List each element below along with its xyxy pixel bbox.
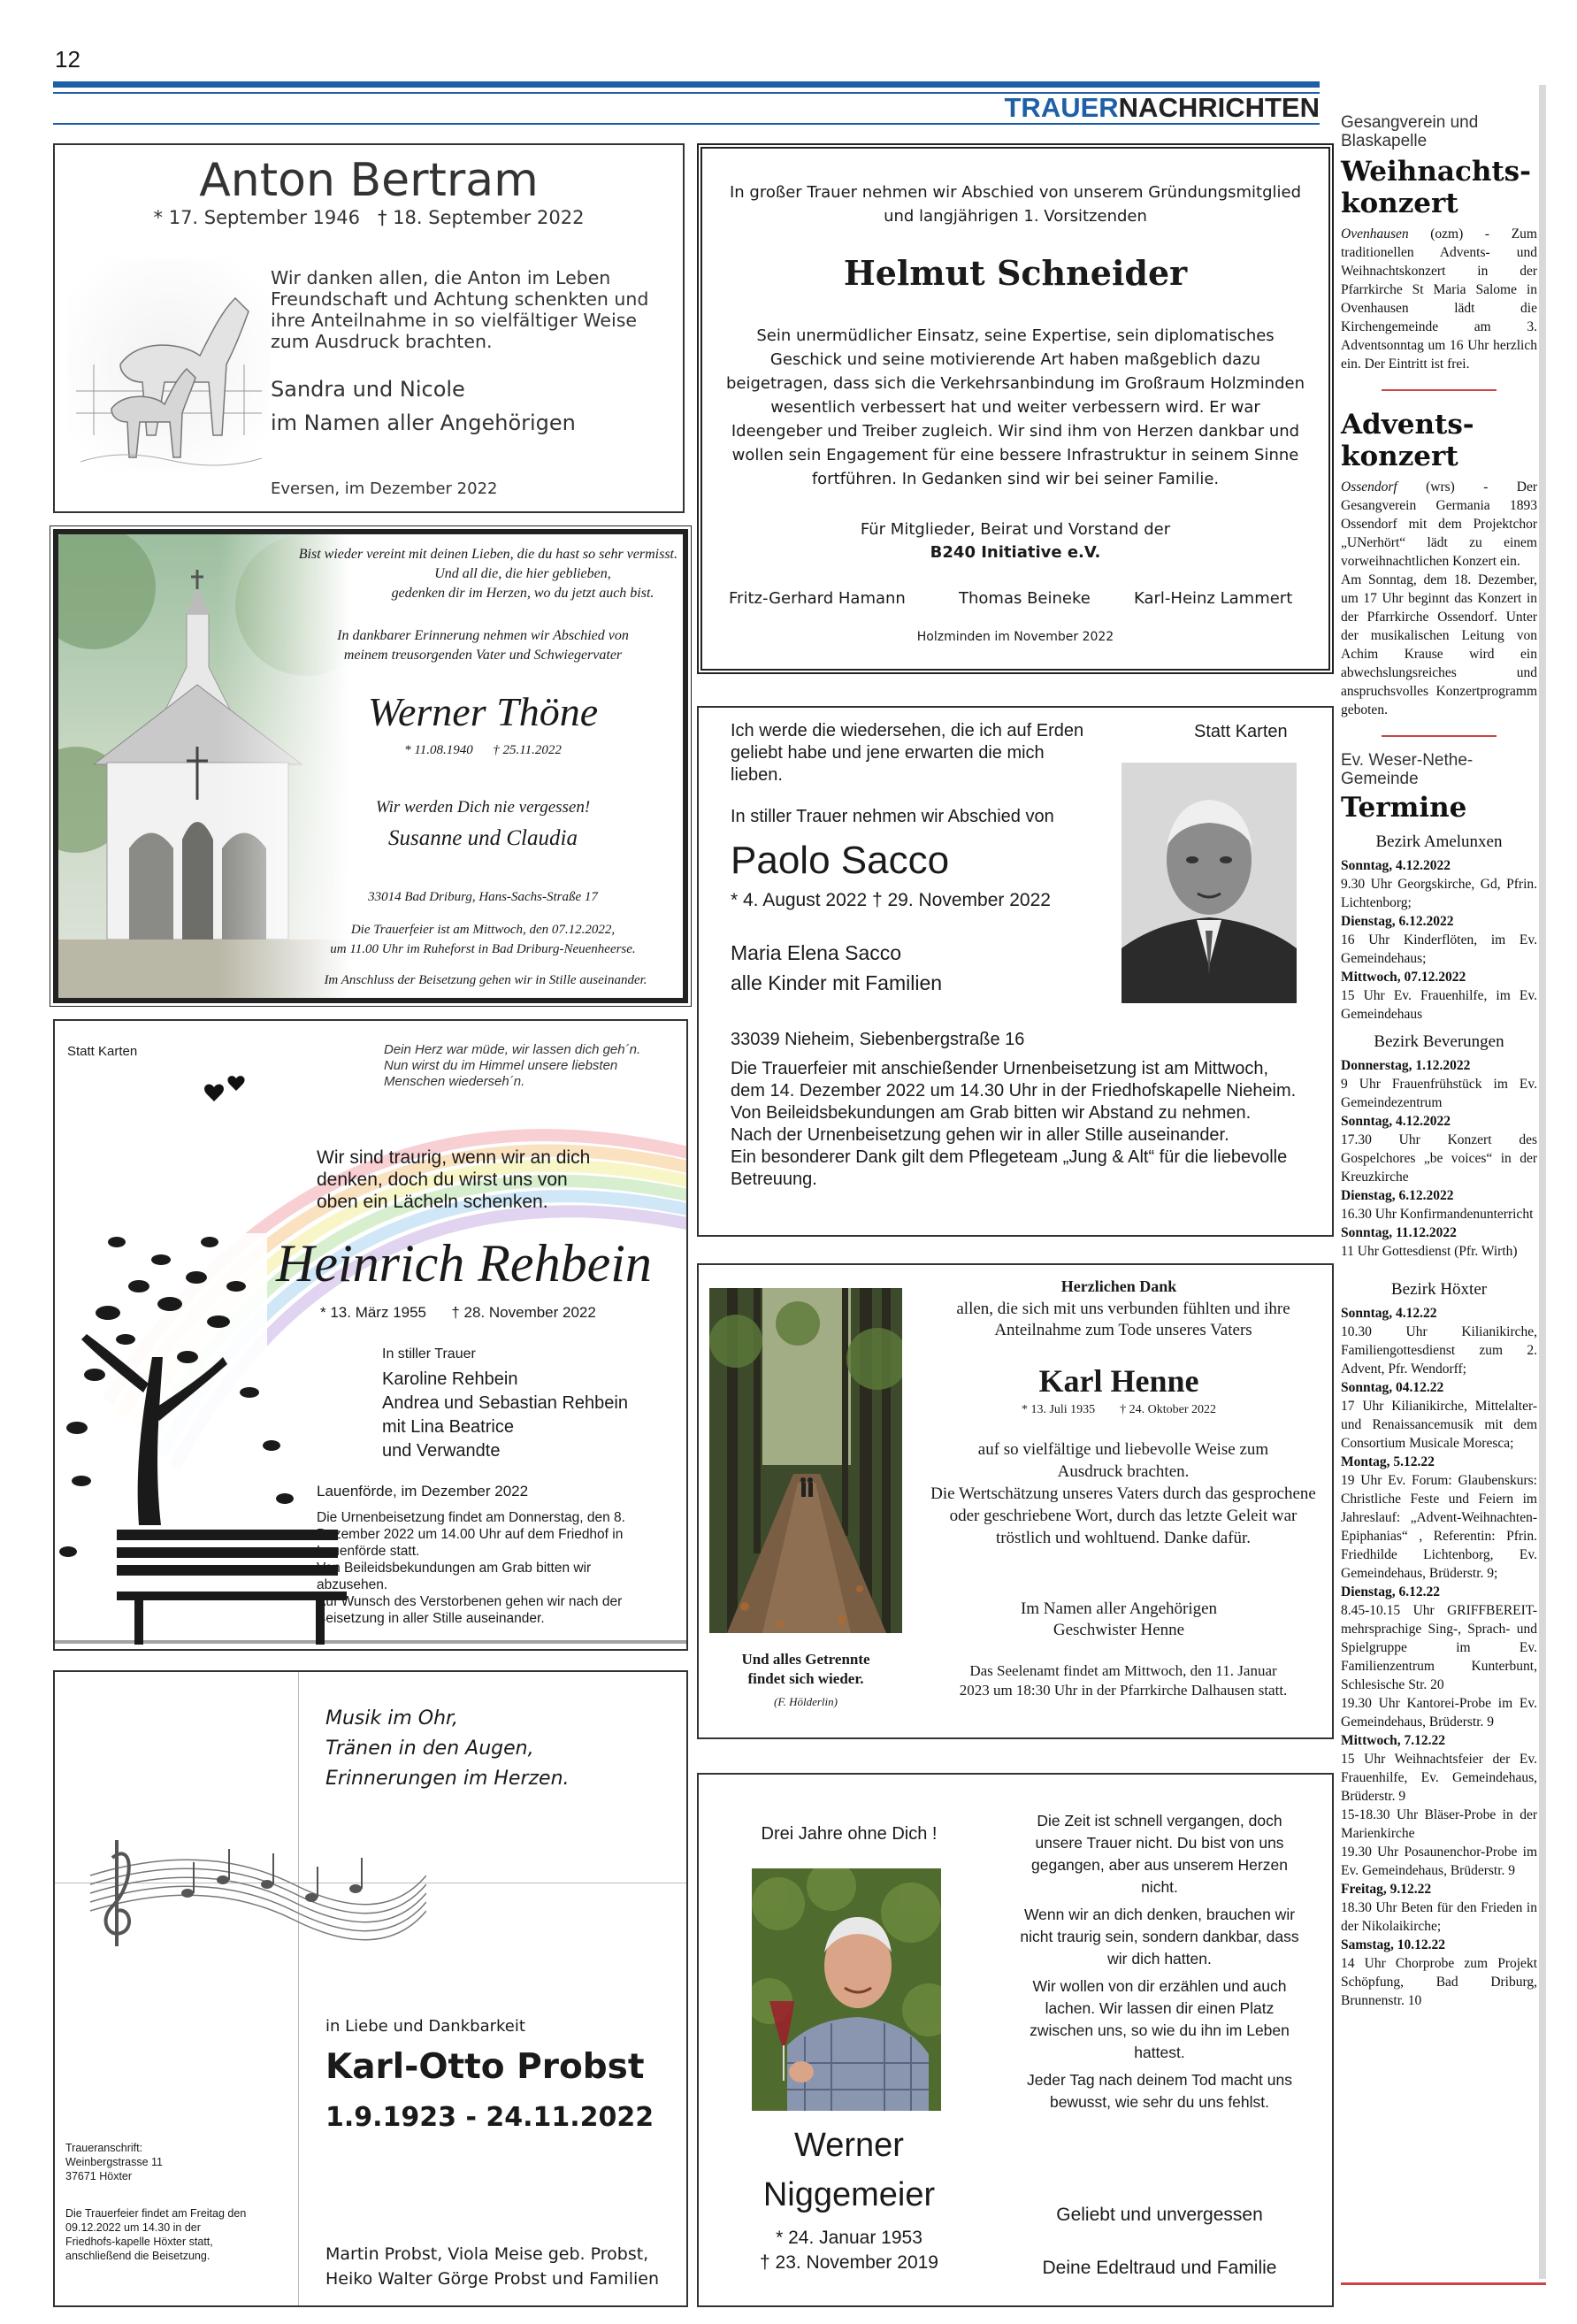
paolo-family1: Maria Elena Sacco — [731, 941, 902, 964]
event-text: 8.45-10.15 Uhr GRIFFBEREIT-mehrsprachige Sing-, Sprach- und Spielgruppe im Ev. Familienzentrum Kunterbunt, Schlesische Str. 20 — [1341, 1603, 1537, 1692]
karl-h-quote1: Und alles Getrennte — [741, 1651, 870, 1668]
karl-o-dates: 1.9.1923 - 24.11.2022 — [325, 2102, 655, 2133]
notice-heinrich-rehbein — [53, 1019, 688, 1651]
karl-h-intro: allen, die sich mit uns verbunden fühlten und ihre Anteilnahme zum Tode unseres Vaters — [956, 1300, 1290, 1339]
heinrich-f3: mit Lina Beatrice — [382, 1417, 514, 1437]
werner-t-funeral — [288, 920, 677, 959]
event-date: Sonntag, 04.12.22 — [1341, 1380, 1444, 1395]
sidebar-a-place: Ovenhausen — [1341, 226, 1409, 242]
karl-h-quote-author: (F. Hölderlin) — [774, 1695, 838, 1708]
karl-o-intro: in Liebe und Dankbarkeit — [325, 2017, 525, 2036]
sidebar-divider-1 — [1382, 389, 1497, 391]
sidebar-c-title: Termine — [1341, 792, 1467, 824]
paolo-funeral — [731, 1058, 1297, 1191]
werner-t-fun3: Im Anschluss der Beisetzung gehen wir in Stille auseinander. — [324, 973, 647, 987]
sidebar — [1341, 113, 1537, 2010]
event-text: 15 Uhr Weihnachtsfeier der Ev. Frauenhilfe, Ev. Gemeindehaus, Brüderstr. 9 — [1341, 1752, 1537, 1804]
helmut-text: Sein unermüdlicher Einsatz, seine Expertise, sein diplomatisches Geschick und seine motivierende Art haben maßgeblich dazu beigetragen, dass sich die Verkehrsanbindung im Großraum Holzminden wesentlich verbessert hat und weiter verbessern wird. Er war Ideengeber und Treiber zugleich. Wir sind ihm von Herzen dankbar und wollen sein Engagement für eine bessere Infrastruktur in seinem Sinne fortführen. In Gedanken sind wir bei seiner Familie. — [725, 326, 1305, 488]
sidebar-b-title: Advents-konzert — [1341, 409, 1474, 472]
event-date: Sonntag, 4.12.22 — [1341, 1306, 1437, 1321]
sidebar-hoexter-list — [1341, 1304, 1537, 2010]
cross-line-vertical — [298, 1672, 299, 2305]
horses-sketch-image — [67, 258, 271, 471]
anton-name: Anton Bertram — [199, 154, 539, 207]
werner-n-p2: Wenn wir an dich denken, brauchen wir nicht traurig sein, sondern dankbar, dass wir dich hatten. — [1020, 1906, 1299, 1967]
event-text: 19.30 Uhr Kantorei-Probe im Ev. Gemeindehaus, Brüderstr. 9 — [1341, 1696, 1537, 1730]
event-date: Dienstag, 6.12.2022 — [1341, 1188, 1454, 1203]
paolo-poem: Ich werde die wiedersehen, die ich auf Erden geliebt habe und jene erwarten die mich lieben. — [731, 721, 1084, 785]
heinrich-funeral — [317, 1509, 653, 1627]
section-title — [955, 92, 1320, 124]
helmut-sig2: Thomas Beineke — [959, 589, 1091, 608]
event-date: Samstag, 10.12.22 — [1341, 1937, 1445, 1952]
event-text: 17 Uhr Kilianikirche, Mittelalter- und Renaissancemusik mit dem Consortium Musicale Moresca; — [1341, 1399, 1537, 1451]
karl-h-dates: * 13. Juli 1935 † 24. Oktober 2022 — [1021, 1403, 1217, 1416]
helmut-place: Holzminden im November 2022 — [916, 630, 1114, 644]
helmut-sig3: Karl-Heinz Lammert — [1134, 589, 1293, 608]
karl-o-addr-title: Traueranschrift: — [65, 2142, 143, 2154]
karl-h-quote2: findet sich wieder. — [747, 1670, 864, 1687]
karl-o-addr1: Weinbergstrasse 11 — [65, 2156, 164, 2168]
paolo-dates: * 4. August 2022 † 29. November 2022 — [731, 890, 1051, 910]
werner-n-head: Drei Jahre ohne Dich ! — [761, 1824, 938, 1844]
heinrich-statt: Statt Karten — [67, 1044, 138, 1059]
karl-o-family — [325, 2242, 659, 2291]
sidebar-a-body — [1341, 225, 1537, 373]
karl-o-poem3: Erinnerungen im Herzen. — [325, 1768, 570, 1790]
man-with-wine-image — [752, 1868, 941, 2111]
paolo-statt: Statt Karten — [1194, 722, 1288, 741]
anton-dates: * 17. September 1946 † 18. September 2022 — [153, 207, 585, 228]
werner-t-name: Werner Thöne — [367, 689, 599, 734]
werner-n-p4: Jeder Tag nach deinem Tod macht uns bewusst, wie sehr du uns fehlst. — [1027, 2071, 1292, 2111]
event-date: Sonntag, 11.12.2022 — [1341, 1225, 1457, 1240]
karl-o-family2: Heiko Walter Görge Probst und Familien — [325, 2269, 660, 2289]
event-text: 9 Uhr Frauenfrühstück im Ev. Gemeindezentrum — [1341, 1077, 1537, 1110]
event-date: Sonntag, 4.12.2022 — [1341, 1114, 1451, 1129]
heinrich-family — [382, 1368, 628, 1463]
sidebar-b-text2: Am Sonntag, dem 18. Dezember, um 17 Uhr beginnt das Konzert in der Pfarrkirche Ossendorf. Unter der musikalischen Leitung von Achim Krause wird ein abwechslungsreiches und anspruchsvolles Konzertprogramm geboten. — [1341, 572, 1537, 717]
werner-t-poem2: Und all die, die hier geblieben, — [434, 566, 611, 581]
karl-h-t1: auf so vielfältige und liebevolle Weise zum Ausdruck brachten. — [977, 1440, 1269, 1481]
event-text: 19 Uhr Ev. Forum: Glaubenskurs: Christliche Feste und Feiern im Jahreslauf: „Advent-Weihnachten-Epiphanias“ , Referentin: Pfrin. Friedhilde Lichtenborg, Ev. Gemeindehaus, Brüderstr. 9; — [1341, 1473, 1537, 1581]
notice-karl-henne — [697, 1263, 1334, 1739]
event-text: 17.30 Uhr Konzert des Gospelchores „be voices“ in der Kreuzkirche — [1341, 1132, 1537, 1185]
heinrich-place: Lauenförde, im Dezember 2022 — [317, 1483, 529, 1499]
helmut-org: B240 Initiative e.V. — [930, 543, 1101, 562]
werner-t-fun2: um 11.00 Uhr im Ruheforst in Bad Driburg-Neuenheerse. — [330, 942, 636, 956]
paolo-family2: alle Kinder mit Familien — [731, 971, 943, 994]
paolo-name: Paolo Sacco — [731, 839, 950, 882]
sidebar-b-place: Ossendorf — [1341, 479, 1397, 495]
section-title-part1: TRAUER — [1004, 92, 1119, 123]
sidebar-a-title: Weihnachts-konzert — [1341, 156, 1532, 219]
paolo-text2: Von Beileidsbekundungen am Grab bitten wir Abstand zu nehmen. — [731, 1103, 1252, 1123]
werner-n-born: * 24. Januar 1953 — [776, 2228, 922, 2248]
event-text: 15 Uhr Ev. Frauenhilfe, im Ev. Gemeindehaus — [1341, 988, 1537, 1022]
werner-t-intro — [288, 626, 677, 665]
event-date: Mittwoch, 7.12.22 — [1341, 1733, 1445, 1748]
karl-o-address — [65, 2141, 242, 2183]
karl-o-poem2: Tränen in den Augen, — [325, 1737, 534, 1760]
header-rule-bottom — [53, 123, 1320, 125]
music-notes-image — [73, 1822, 426, 1955]
sidebar-divider-2 — [1382, 735, 1497, 737]
sidebar-b-text: (wrs) - Der Gesangverein Germania 1893 Ossendorf mit dem Projektchor „UNerhört“ lädt zu einem vorweihnachtlichen Konzert ein. — [1341, 479, 1537, 569]
heinrich-fun3: Auf Wunsch des Verstorbenen gehen wir nach der Beisetzung in aller Stille auseinander. — [317, 1594, 623, 1626]
karl-h-funeral: Das Seelenamt findet am Mittwoch, den 11. Januar 2023 um 18:30 Uhr in der Pfarrkirche Dalhausen statt. — [959, 1662, 1288, 1699]
werner-t-intro2: meinem treusorgenden Vater und Schwiegervater — [343, 648, 623, 663]
heinrich-name: Heinrich Rehbein — [276, 1234, 652, 1292]
werner-n-p1: Die Zeit ist schnell vergangen, doch unsere Trauer nicht. Du bist von uns gegangen, aber aus unserem Herzen nicht. — [1031, 1812, 1288, 1896]
paolo-address: 33039 Nieheim, Siebenbergstraße 16 — [731, 1030, 1025, 1049]
sidebar-red-rule — [1341, 2282, 1546, 2285]
paolo-portrait-image — [1122, 763, 1297, 1003]
event-text: 19.30 Uhr Posaunenchor-Probe im Ev. Gemeindehaus, Brüderstr. 9 — [1341, 1845, 1537, 1878]
sidebar-beverungen-list — [1341, 1056, 1537, 1261]
page-number: 12 — [55, 46, 80, 73]
header-rule-blue — [53, 81, 1320, 88]
karl-h-title: Herzlichen Dank — [1060, 1277, 1177, 1295]
heinrich-text: Wir sind traurig, wenn wir an dich denken, doch du wirst uns von oben ein Lächeln schenken. — [317, 1147, 591, 1212]
sidebar-amelunxen-list — [1341, 856, 1537, 1024]
event-date: Freitag, 9.12.22 — [1341, 1882, 1432, 1897]
event-text: 14 Uhr Chorprobe zum Projekt Schöpfung, Bad Driburg, Brunnenstr. 10 — [1341, 1956, 1537, 2008]
werner-n-name2: Niggemeier — [762, 2176, 936, 2213]
karl-o-family1: Martin Probst, Viola Meise geb. Probst, — [325, 2244, 649, 2264]
werner-n-text — [1014, 1810, 1305, 2113]
karl-h-name: Karl Henne — [1038, 1363, 1199, 1399]
anton-family1: Sandra und Nicole — [271, 377, 465, 402]
karl-o-name: Karl-Otto Probst — [325, 2047, 645, 2087]
sidebar-b-body — [1341, 478, 1537, 571]
werner-t-dates: * 11.08.1940 † 25.11.2022 — [404, 743, 562, 757]
helmut-sig1: Fritz-Gerhard Hamann — [729, 589, 906, 608]
heinrich-f2: Andrea und Sebastian Rehbein — [382, 1393, 628, 1413]
event-text: 16 Uhr Kinderflöten, im Ev. Gemeindehaus; — [1341, 932, 1537, 966]
event-text: 9.30 Uhr Georgskirche, Gd, Pfrin. Lichtenborg; — [1341, 877, 1537, 910]
heinrich-dates: * 13. März 1955 † 28. November 2022 — [320, 1304, 596, 1321]
notice-karl-otto-probst — [53, 1670, 688, 2307]
event-text: 11 Uhr Gottesdienst (Pfr. Wirth) — [1341, 1244, 1518, 1259]
event-date: Dienstag, 6.12.2022 — [1341, 914, 1454, 929]
werner-n-p5: Geliebt und unvergessen — [1056, 2205, 1263, 2225]
paolo-text4: Ein besonderer Dank gilt dem Pflegeteam „Jung & Alt“ für die liebevolle Betreuung. — [731, 1147, 1288, 1189]
sidebar-bezirk1: Bezirk Amelunxen — [1375, 832, 1503, 851]
werner-n-p6: Deine Edeltraud und Familie — [1042, 2258, 1277, 2278]
event-text: 16.30 Uhr Konfirmandenunterricht — [1341, 1207, 1534, 1222]
sidebar-a-text: (ozm) - Zum traditionellen Advents- und Weihnachtskonzert in der Pfarrkirche St Maria Salome in Ovenhausen lädt die Kirchengemeinde am 3. Adventsonntag um 16 Uhr herzlich ein. Der Eintritt ist frei. — [1341, 226, 1537, 372]
notice-paolo-sacco — [697, 706, 1334, 1237]
werner-n-name1: Werner — [794, 2127, 904, 2164]
helmut-for-line: Für Mitglieder, Beirat und Vorstand der — [860, 520, 1171, 539]
werner-t-address: 33014 Bad Driburg, Hans-Sachs-Straße 17 — [368, 890, 598, 904]
anton-family2: im Namen aller Angehörigen — [271, 410, 576, 435]
heinrich-f1: Karoline Rehbein — [382, 1369, 518, 1389]
karl-h-t2: Die Wertschätzung unseres Vaters durch das gesprochene oder geschriebene Wort, durch das letzte Geleit war tröstlich und wohltuend. Danke dafür. — [930, 1484, 1316, 1547]
notice-helmut-schneider — [697, 143, 1334, 674]
werner-t-intro1: In dankbarer Erinnerung nehmen wir Abschied von — [337, 628, 629, 643]
event-text: 10.30 Uhr Kilianikirche, Familiengottesdienst zum 2. Advent, Pfr. Wendorff; — [1341, 1324, 1537, 1377]
paolo-text3: Nach der Urnenbeisetzung gehen wir in aller Stille auseinander. — [731, 1125, 1229, 1145]
heinrich-poem: Dein Herz war müde, wir lassen dich geh´n. Nun wirst du im Himmel unsere liebsten Menschen wiederseh´n. — [384, 1042, 641, 1089]
werner-t-never: Wir werden Dich nie vergessen! — [375, 798, 591, 817]
werner-t-family: Susanne und Claudia — [388, 826, 578, 850]
werner-t-poem3: gedenken dir im Herzen, wo du jetzt auch bist. — [391, 586, 655, 601]
sidebar-bezirk3: Bezirk Höxter — [1390, 1280, 1488, 1299]
paolo-intro: In stiller Trauer nehmen wir Abschied von — [731, 807, 1054, 826]
forest-path-image — [709, 1288, 902, 1633]
heinrich-fun2: Von Beileidsbekundungen am Grab bitten wir abzusehen. — [317, 1561, 592, 1592]
event-date: Donnerstag, 1.12.2022 — [1341, 1058, 1471, 1073]
karl-h-family1: Im Namen aller Angehörigen — [1020, 1599, 1218, 1618]
karl-o-funeral: Die Trauerfeier findet am Freitag den 09.12.2022 um 14.30 in der Friedhofs-kapelle Höxter statt, anschließend die Beisetzung. — [65, 2207, 247, 2262]
karl-h-family2: Geschwister Henne — [1053, 1621, 1185, 1639]
paolo-text1: Die Trauerfeier mit anschießender Urnenbeisetzung ist am Mittwoch, dem 14. Dezember 2022 um 14.30 Uhr in der Friedhofskapelle Nieheim. — [731, 1059, 1297, 1101]
werner-t-poem — [244, 545, 677, 603]
anton-text: Wir danken allen, die Anton im Leben Freundschaft und Achtung schenkten und ihre Anteilnahme in so vielfältiger Weise zum Ausdruck brachten. — [271, 267, 649, 352]
heinrich-fun: Die Urnenbeisetzung findet am Donnerstag, den 8. Dezember 2022 um 14.00 Uhr auf dem Friedhof in Lauenförde statt. — [317, 1510, 625, 1559]
werner-n-died: † 23. November 2019 — [760, 2252, 938, 2273]
event-date: Dienstag, 6.12.22 — [1341, 1584, 1440, 1599]
heinrich-trauer: In stiller Trauer — [382, 1346, 476, 1361]
event-text: 15-18.30 Uhr Bläser-Probe in der Marienkirche — [1341, 1807, 1537, 1841]
werner-n-p3: Wir wollen von dir erzählen und auch lachen. Wir lassen dir einen Platz zwischen uns, so wie du ihn im Leben hattest. — [1030, 1977, 1290, 2061]
werner-t-poem1: Bist wieder vereint mit deinen Lieben, die du hast so sehr vermisst. — [298, 547, 677, 562]
event-date: Mittwoch, 07.12.2022 — [1341, 970, 1466, 985]
event-text: 18.30 Uhr Beten für den Frieden in der Nikolaikirche; — [1341, 1900, 1537, 1934]
sidebar-bezirk2: Bezirk Beverungen — [1374, 1032, 1504, 1051]
notice-anton-bertram — [53, 143, 685, 513]
section-title-part2: NACHRICHTEN — [1118, 92, 1320, 123]
karl-o-poem — [325, 1704, 570, 1794]
event-date: Montag, 5.12.22 — [1341, 1454, 1435, 1469]
sidebar-a-kicker: Gesangverein und Blaskapelle — [1341, 113, 1479, 150]
notice-werner-niggemeier — [697, 1773, 1334, 2307]
helmut-name: Helmut Schneider — [843, 253, 1188, 293]
werner-t-fun1: Die Trauerfeier ist am Mittwoch, den 07.12.2022, — [350, 923, 616, 937]
sidebar-c-kicker: Ev. Weser-Nethe-Gemeinde — [1341, 751, 1474, 788]
anton-place: Eversen, im Dezember 2022 — [271, 479, 498, 498]
helmut-intro: In großer Trauer nehmen wir Abschied von unserem Gründungsmitglied und langjährigen 1. Vorsitzenden — [729, 183, 1302, 226]
karl-o-poem1: Musik im Ohr, — [325, 1707, 459, 1730]
event-date: Sonntag, 4.12.2022 — [1341, 858, 1451, 873]
heinrich-f4: und Verwandte — [382, 1441, 501, 1461]
karl-o-addr2: 37671 Höxter — [65, 2170, 133, 2182]
sidebar-gray-rule — [1539, 85, 1546, 2279]
notice-werner-thoene — [53, 529, 688, 1003]
